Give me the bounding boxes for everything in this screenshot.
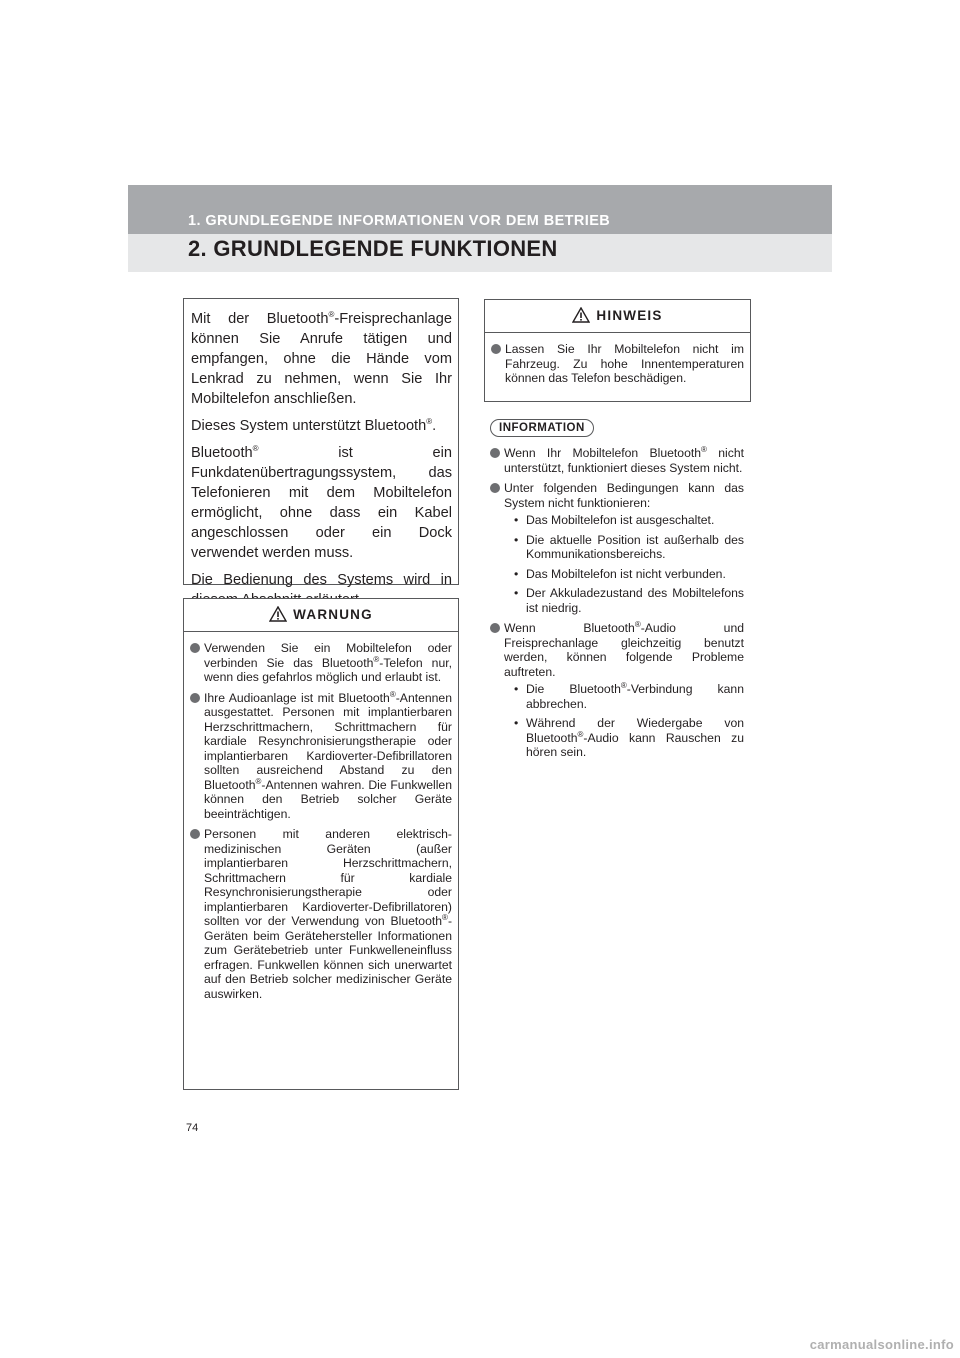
page-number: 74 [186, 1122, 199, 1134]
info-subitem: • Während der Wiedergabe von Bluetooth®-Audio kann Rauschen zu hören sein. [504, 716, 744, 760]
info-subitem: • Der Akkuladezustand des Mobiltelefons ist niedrig. [504, 586, 744, 615]
warning-item-1: Verwenden Sie ein Mobiltelefon oder verbinden Sie das Bluetooth®-Telefon nur, wenn dies gefahrlos möglich und erlaubt ist. [190, 641, 452, 685]
warning-title: WARNUNG [293, 607, 373, 622]
intro-paragraph-2: Dieses System unterstützt Bluetooth®. [191, 417, 437, 434]
hint-item-1: Lassen Sie Ihr Mobiltelefon nicht im Fahrzeug. Zu hohe Innentemperaturen können das Telefon beschädigen. [491, 342, 744, 386]
info-subitem: • Das Mobiltelefon ist nicht verbunden. [504, 567, 744, 582]
information-badge: INFORMATION [490, 419, 594, 437]
hint-title: HINWEIS [596, 308, 663, 323]
hint-box [484, 299, 751, 402]
bullet-dot-icon [490, 623, 500, 633]
bullet-dot-icon [190, 829, 200, 839]
intro-paragraph-3: Bluetooth® ist ein Funkdatenübertragungssystem, das Telefonieren mit dem Mobiltelefon ermöglicht, ohne dass ein Kabel angeschlossen oder ein Dock verwendet werden muss. [191, 444, 452, 561]
bullet-dot-icon [490, 483, 500, 493]
warning-header [184, 599, 458, 632]
title-bar [128, 234, 832, 272]
warning-item-3: Personen mit anderen elektrisch-medizinischen Geräten (außer implantierbaren Herzschrittmachern, Schrittmachern für kardiale Resynchronisierungstherapie oder implantierbaren Kardioverter-Defibrillatoren) sollten vor der Verwendung von Bluetooth®-Geräten beim Gerätehersteller Informationen zum Gerätebetrieb unter Funkwelleneinfluss erfragen. Funkwellen können sich unerwartet auf den Betrieb solcher medizinischer Geräte auswirken. [190, 827, 452, 1001]
info-item-2: Unter folgenden Bedingungen kann das System nicht funktionieren: • Das Mobiltelefon ist ausgeschaltet. • Die aktuelle Position ist außerhalb des Kommunikationsbereichs. • Das Mobiltelefon ist nicht verbunden. • Der Akkuladezustand des Mobiltelefons ist niedrig. [490, 481, 744, 615]
bullet-dot-icon [190, 643, 200, 653]
footer-watermark: carmanualsonline.info [809, 1337, 954, 1352]
info-item-1: Wenn Ihr Mobiltelefon Bluetooth® nicht unterstützt, funktioniert dieses System nicht. [490, 446, 744, 475]
info-subitem: • Das Mobiltelefon ist ausgeschaltet. [504, 513, 744, 528]
chapter-header [128, 185, 832, 272]
bullet-dot-icon [490, 448, 500, 458]
section-bar [128, 185, 832, 234]
page-title: 2. GRUNDLEGENDE FUNKTIONEN [188, 236, 558, 261]
warning-box [183, 598, 459, 1090]
caution-triangle-icon [572, 307, 590, 323]
warning-triangle-icon [269, 606, 287, 622]
info-subitem: • Die aktuelle Position ist außerhalb des Kommunikationsbereichs. [504, 533, 744, 562]
warning-item-2: Ihre Audioanlage ist mit Bluetooth®-Antennen ausgestattet. Personen mit implantierbaren Herzschrittmachern, Schrittmachern für kardiale Resynchronisierungstherapie oder implantierbaren Kardioverter-Defibrillatoren sollten ausreichend Abstand zu den Bluetooth®-Antennen wahren. Die Funkwellen können den Betrieb solcher Geräte beeinträchtigen. [190, 691, 452, 822]
info-subitem: • Die Bluetooth®-Verbindung kann abbrechen. [504, 682, 744, 711]
info-item-3: Wenn Bluetooth®-Audio und Freisprechanlage gleichzeitig benutzt werden, können folgende Probleme auftreten. • Die Bluetooth®-Verbindung kann abbrechen. • Während der Wiedergabe von Bluetooth®-Audio kann Rauschen zu hören sein. [490, 621, 744, 760]
intro-paragraph-1: Mit der Bluetooth®-Freisprechanlage können Sie Anrufe tätigen und empfangen, ohne die Hände vom Lenkrad zu nehmen, wenn Sie Ihr Mobiltelefon anschließen. [191, 310, 452, 407]
information-section [484, 418, 752, 766]
intro-paragraph-4: Die Bedienung des Systems wird in [191, 572, 452, 588]
intro-box [183, 298, 459, 588]
bullet-dot-icon [190, 693, 200, 703]
hint-header [485, 300, 750, 333]
section-title: 1. GRUNDLEGENDE INFORMATIONEN VOR DEM BETRIEB [188, 213, 611, 229]
bullet-dot-icon [491, 344, 501, 354]
